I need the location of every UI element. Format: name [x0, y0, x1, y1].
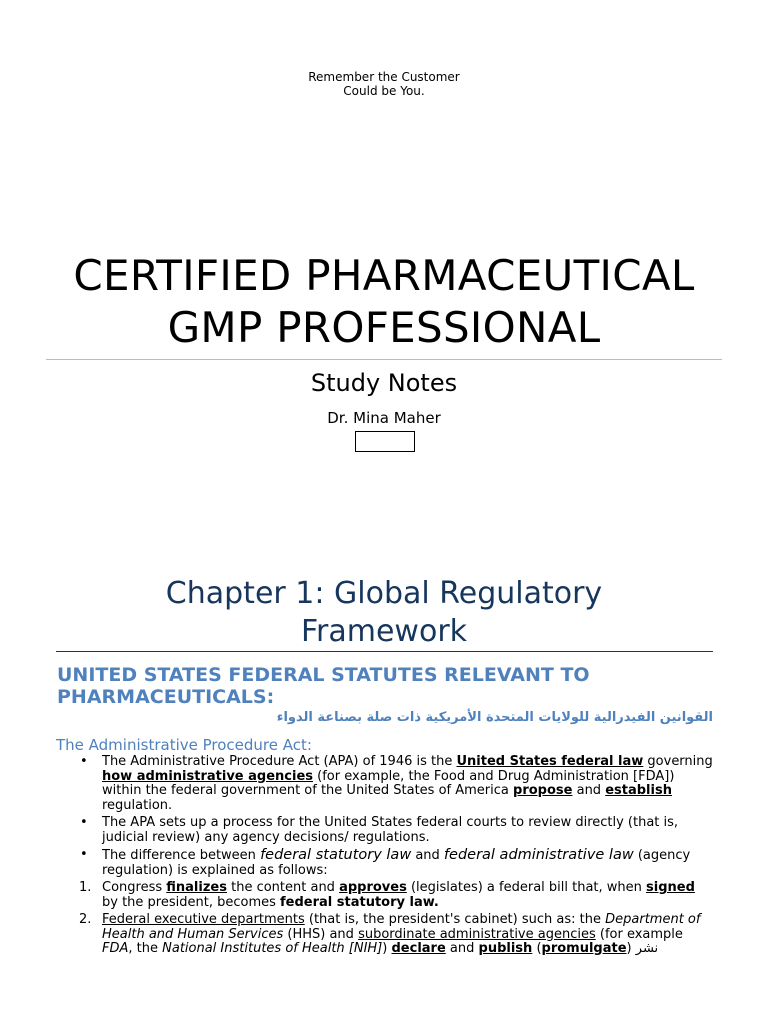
emphasis-text: propose: [513, 783, 573, 798]
list-item: [0, 848, 714, 878]
text-run: The difference between: [102, 848, 261, 863]
title-word-rest: HARMACEUTICAL: [330, 251, 695, 300]
chapter-heading-line-1: Chapter 1: Global Regulatory: [165, 576, 603, 611]
text-run: (HHS) and: [283, 926, 359, 942]
emphasis-text: promulgate: [541, 941, 627, 956]
list-item: [0, 816, 714, 845]
chapter-heading-line-2: Framework: [300, 614, 468, 649]
text-run: and: [445, 941, 479, 956]
subtitle: Study Notes: [310, 369, 458, 397]
body-content: [0, 755, 768, 960]
text-run: ): [382, 941, 392, 956]
emphasis-text: declare: [391, 941, 446, 956]
italic-text: Department of Health and Human Services: [102, 912, 701, 942]
text-run: (that is, the president's cabinet) such as: the: [304, 912, 606, 927]
chapter-divider: [56, 651, 713, 652]
text-run: and: [411, 848, 444, 863]
item-number: 2.: [79, 912, 92, 927]
title-line-1: [0, 250, 768, 302]
title-word-rest: ROFESSIONAL: [301, 303, 601, 352]
text-run: Congress: [102, 880, 167, 895]
bold-text: federal statutory law.: [280, 894, 439, 910]
text-run: The APA sets up a process for the United States federal courts to review directly (that is, judicial review) any agency decisions/ regulations.: [102, 815, 679, 845]
emphasis-text: approves: [339, 880, 407, 895]
text-run: (legislates) a federal bill that, when: [406, 880, 647, 895]
text-run: (for example, the Food and Drug Administration [FDA]) within the federal government of the United States of America: [102, 768, 675, 798]
text-run: governing: [643, 754, 713, 769]
motto-line-2: Could be You.: [343, 84, 425, 98]
title-initial: P: [276, 303, 302, 352]
italic-text: federal administrative law: [443, 847, 634, 863]
text-run: regulation.: [102, 797, 173, 813]
text-run: ) نشر: [626, 941, 659, 956]
text-run: by the president, becomes: [102, 894, 281, 910]
arabic-heading: القوانين الفيدرالية للولايات المتحدة الأمريكية ذات صلة بصناعة الدواء: [276, 710, 713, 725]
subsection-heading: The Administrative Procedure Act:: [56, 736, 312, 754]
text-run: and: [572, 783, 606, 798]
title-word-rest: ERTIFIED: [103, 251, 292, 300]
chapter-heading: [0, 575, 768, 651]
section-heading: [57, 664, 717, 708]
title-divider: [46, 359, 722, 360]
text-run: (: [532, 941, 542, 956]
title-line-2: [0, 302, 768, 354]
underlined-text: subordinate administrative agencies: [358, 926, 596, 942]
text-run: (agency regulation) is explained as follows:: [102, 848, 691, 878]
emphasis-text: United States federal law: [456, 754, 644, 769]
title-initial: C: [73, 251, 104, 300]
italic-text: federal statutory law: [260, 847, 412, 863]
text-run: , the: [128, 941, 163, 956]
italic-text: National Institutes of Health [NIH]: [162, 941, 383, 956]
section-heading-line-1: UNITED STATES FEDERAL STATUTES RELEVANT TO: [57, 664, 590, 686]
emphasis-text: publish: [478, 941, 533, 956]
emphasis-text: establish: [605, 783, 672, 798]
motto-line-1: Remember the Customer: [308, 70, 460, 84]
section-heading-line-2: PHARMACEUTICALS:: [57, 686, 275, 708]
motto: [0, 70, 768, 98]
emphasis-text: signed: [646, 880, 695, 895]
emphasis-text: how administrative agencies: [102, 768, 314, 784]
author-name: Dr. Mina Maher: [327, 409, 441, 427]
italic-text: FDA: [102, 941, 129, 956]
numbered-item: [0, 913, 714, 957]
document-title: [0, 250, 768, 354]
empty-box: [355, 431, 415, 452]
emphasis-text: finalizes: [166, 880, 227, 895]
text-run: the content and: [226, 880, 340, 895]
title-initial: P: [305, 251, 331, 300]
numbered-item: [0, 881, 714, 910]
list-item: [0, 755, 714, 813]
item-number: 1.: [79, 880, 92, 895]
bullet-marker: •: [80, 754, 88, 769]
title-gmp: GMP: [167, 303, 263, 352]
text-run: The Administrative Procedure Act (APA) of 1946 is the: [102, 754, 457, 769]
text-run: (for example: [595, 926, 683, 942]
underlined-text: Federal executive departments: [102, 912, 305, 927]
bullet-marker: •: [80, 815, 88, 830]
bullet-marker: •: [80, 847, 88, 862]
